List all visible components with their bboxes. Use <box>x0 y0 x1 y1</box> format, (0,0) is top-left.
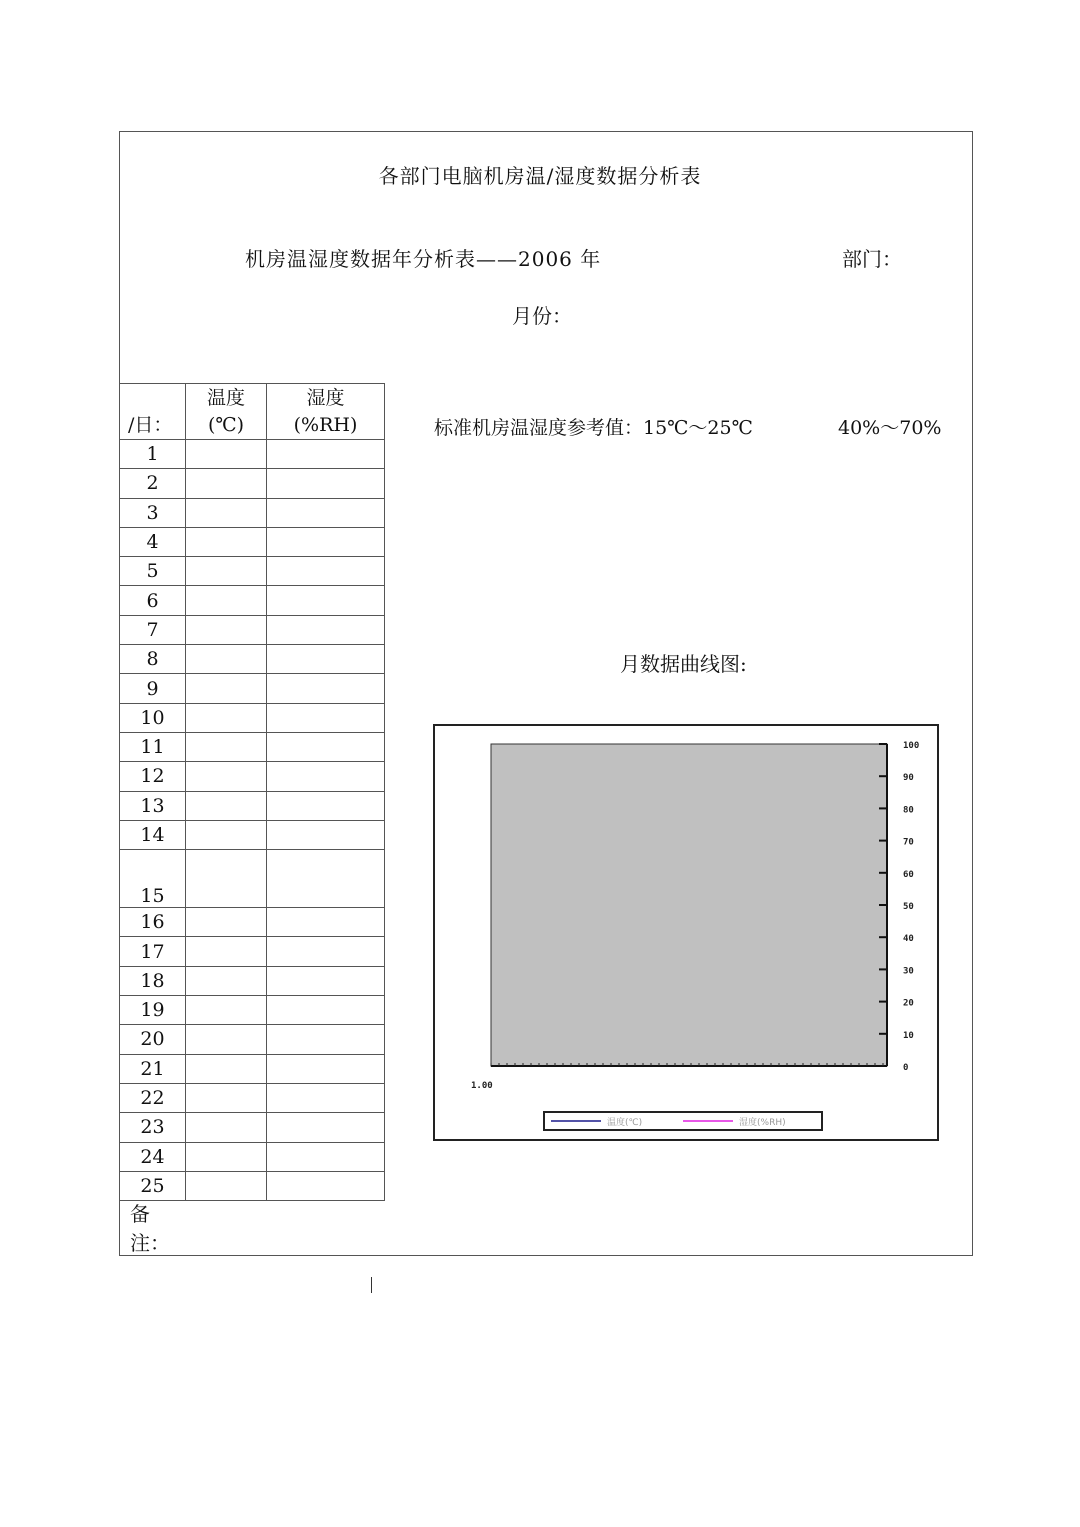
humidity-cell[interactable] <box>267 966 385 995</box>
temperature-cell[interactable] <box>186 732 267 761</box>
humidity-cell[interactable] <box>267 615 385 644</box>
temperature-cell[interactable] <box>186 469 267 498</box>
y-tick-label: 90 <box>903 773 914 784</box>
y-tick-label: 0 <box>903 1063 909 1073</box>
y-tick-label: 60 <box>903 869 914 880</box>
humidity-cell[interactable] <box>267 850 385 908</box>
humidity-cell[interactable] <box>267 469 385 498</box>
day-cell: 16 <box>120 908 186 937</box>
temperature-cell[interactable] <box>186 498 267 527</box>
y-tick-label: 100 <box>903 741 920 751</box>
table-row <box>120 937 385 966</box>
temperature-cell[interactable] <box>186 996 267 1025</box>
curve-chart-title: 月数据曲线图: <box>620 652 747 676</box>
day-cell: 7 <box>120 615 186 644</box>
temperature-cell[interactable] <box>186 966 267 995</box>
day-cell: 18 <box>120 966 186 995</box>
temperature-cell[interactable] <box>186 908 267 937</box>
humidity-cell[interactable] <box>267 674 385 703</box>
table-row <box>120 527 385 556</box>
temperature-cell[interactable] <box>186 820 267 849</box>
table-row <box>120 1054 385 1083</box>
table-row <box>120 557 385 586</box>
department-label: 部门： <box>842 247 902 271</box>
temperature-header-label: 温度 <box>206 387 245 409</box>
humidity-cell[interactable] <box>267 557 385 586</box>
table-row <box>120 908 385 937</box>
table-row <box>120 996 385 1025</box>
table-row <box>120 966 385 995</box>
table-row <box>120 1113 385 1142</box>
annual-subtitle: 机房温湿度数据年分析表——2006 年 <box>245 247 602 271</box>
table-row <box>120 791 385 820</box>
humidity-cell[interactable] <box>267 1054 385 1083</box>
y-tick-label: 30 <box>903 966 914 977</box>
table-row <box>120 1171 385 1200</box>
table-row <box>120 1025 385 1054</box>
chart-svg <box>435 726 937 1139</box>
table-row <box>120 615 385 644</box>
day-cell: 15 <box>120 850 186 908</box>
temperature-cell[interactable] <box>186 557 267 586</box>
humidity-cell[interactable] <box>267 908 385 937</box>
humidity-column-header <box>267 384 385 440</box>
table-row <box>120 1083 385 1112</box>
y-tick-label: 70 <box>903 837 914 848</box>
day-cell: 14 <box>120 820 186 849</box>
y-tick-label: 80 <box>903 805 914 816</box>
page-title: 各部门电脑机房温/湿度数据分析表 <box>378 164 702 188</box>
humidity-cell[interactable] <box>267 1083 385 1112</box>
humidity-cell[interactable] <box>267 703 385 732</box>
table-row <box>120 732 385 761</box>
table-row <box>120 586 385 615</box>
day-cell: 13 <box>120 791 186 820</box>
humidity-cell[interactable] <box>267 820 385 849</box>
humidity-cell[interactable] <box>267 1171 385 1200</box>
table-row <box>120 440 385 469</box>
day-cell: 22 <box>120 1083 186 1112</box>
temperature-cell[interactable] <box>186 791 267 820</box>
day-cell: 6 <box>120 586 186 615</box>
day-cell: 9 <box>120 674 186 703</box>
text-cursor-mark <box>371 1277 372 1293</box>
monthly-curve-chart <box>433 724 939 1141</box>
month-label: 月份： <box>512 304 572 328</box>
humidity-cell[interactable] <box>267 527 385 556</box>
day-cell: 4 <box>120 527 186 556</box>
humidity-cell[interactable] <box>267 498 385 527</box>
x-tick-label: 1.00 <box>471 1081 493 1091</box>
temperature-cell[interactable] <box>186 937 267 966</box>
y-tick-label: 20 <box>903 998 914 1009</box>
temperature-cell[interactable] <box>186 1171 267 1200</box>
legend-label: 温度(℃) <box>607 1118 643 1128</box>
day-cell: 5 <box>120 557 186 586</box>
y-tick-label: 40 <box>903 934 914 945</box>
remark-line-1: 备 <box>130 1202 150 1226</box>
humidity-cell[interactable] <box>267 732 385 761</box>
standard-reference-temp: 标准机房温湿度参考值：15℃～25℃ <box>434 417 753 439</box>
day-cell: 12 <box>120 762 186 791</box>
y-tick-label: 10 <box>903 1030 914 1041</box>
temperature-header-unit: (℃) <box>207 414 245 436</box>
temperature-cell[interactable] <box>186 1113 267 1142</box>
humidity-cell[interactable] <box>267 762 385 791</box>
temperature-cell[interactable] <box>186 674 267 703</box>
humidity-cell[interactable] <box>267 440 385 469</box>
day-cell: 8 <box>120 645 186 674</box>
table-row <box>120 1142 385 1171</box>
day-cell: 24 <box>120 1142 186 1171</box>
day-cell: 1 <box>120 440 186 469</box>
y-tick-label: 50 <box>903 902 914 912</box>
temperature-cell[interactable] <box>186 440 267 469</box>
temperature-cell[interactable] <box>186 527 267 556</box>
humidity-header-label: 湿度 <box>306 387 345 409</box>
day-cell: 3 <box>120 498 186 527</box>
humidity-cell[interactable] <box>267 996 385 1025</box>
temperature-cell[interactable] <box>186 1142 267 1171</box>
table-row <box>120 703 385 732</box>
day-cell: 23 <box>120 1113 186 1142</box>
temperature-cell[interactable] <box>186 645 267 674</box>
day-cell: 25 <box>120 1171 186 1200</box>
temperature-cell[interactable] <box>186 615 267 644</box>
remark-line-2: 注： <box>130 1231 170 1255</box>
day-cell: 10 <box>120 703 186 732</box>
day-column-header: /日： <box>120 384 186 440</box>
day-cell: 19 <box>120 996 186 1025</box>
temperature-cell[interactable] <box>186 1025 267 1054</box>
data-table <box>119 383 385 1201</box>
remark-label <box>130 1200 170 1258</box>
humidity-cell[interactable] <box>267 791 385 820</box>
humidity-cell[interactable] <box>267 586 385 615</box>
temperature-cell[interactable] <box>186 703 267 732</box>
humidity-header-unit: (%RH) <box>293 414 358 436</box>
temperature-cell[interactable] <box>186 850 267 908</box>
table-row <box>120 850 385 908</box>
humidity-cell[interactable] <box>267 1113 385 1142</box>
legend-label: 湿度(%RH) <box>739 1118 786 1128</box>
day-cell: 21 <box>120 1054 186 1083</box>
temperature-cell[interactable] <box>186 586 267 615</box>
day-cell: 11 <box>120 732 186 761</box>
temperature-cell[interactable] <box>186 1054 267 1083</box>
table-row <box>120 762 385 791</box>
day-cell: 20 <box>120 1025 186 1054</box>
plot-area <box>491 744 887 1066</box>
table-row <box>120 469 385 498</box>
humidity-cell[interactable] <box>267 937 385 966</box>
humidity-cell[interactable] <box>267 1142 385 1171</box>
day-cell: 2 <box>120 469 186 498</box>
table-row <box>120 498 385 527</box>
temperature-cell[interactable] <box>186 762 267 791</box>
temperature-cell[interactable] <box>186 1083 267 1112</box>
temperature-column-header <box>186 384 267 440</box>
standard-reference-humidity: 40%～70% <box>838 417 942 439</box>
humidity-cell[interactable] <box>267 1025 385 1054</box>
table-row <box>120 645 385 674</box>
day-cell: 17 <box>120 937 186 966</box>
humidity-cell[interactable] <box>267 645 385 674</box>
table-row <box>120 674 385 703</box>
table-row <box>120 820 385 849</box>
